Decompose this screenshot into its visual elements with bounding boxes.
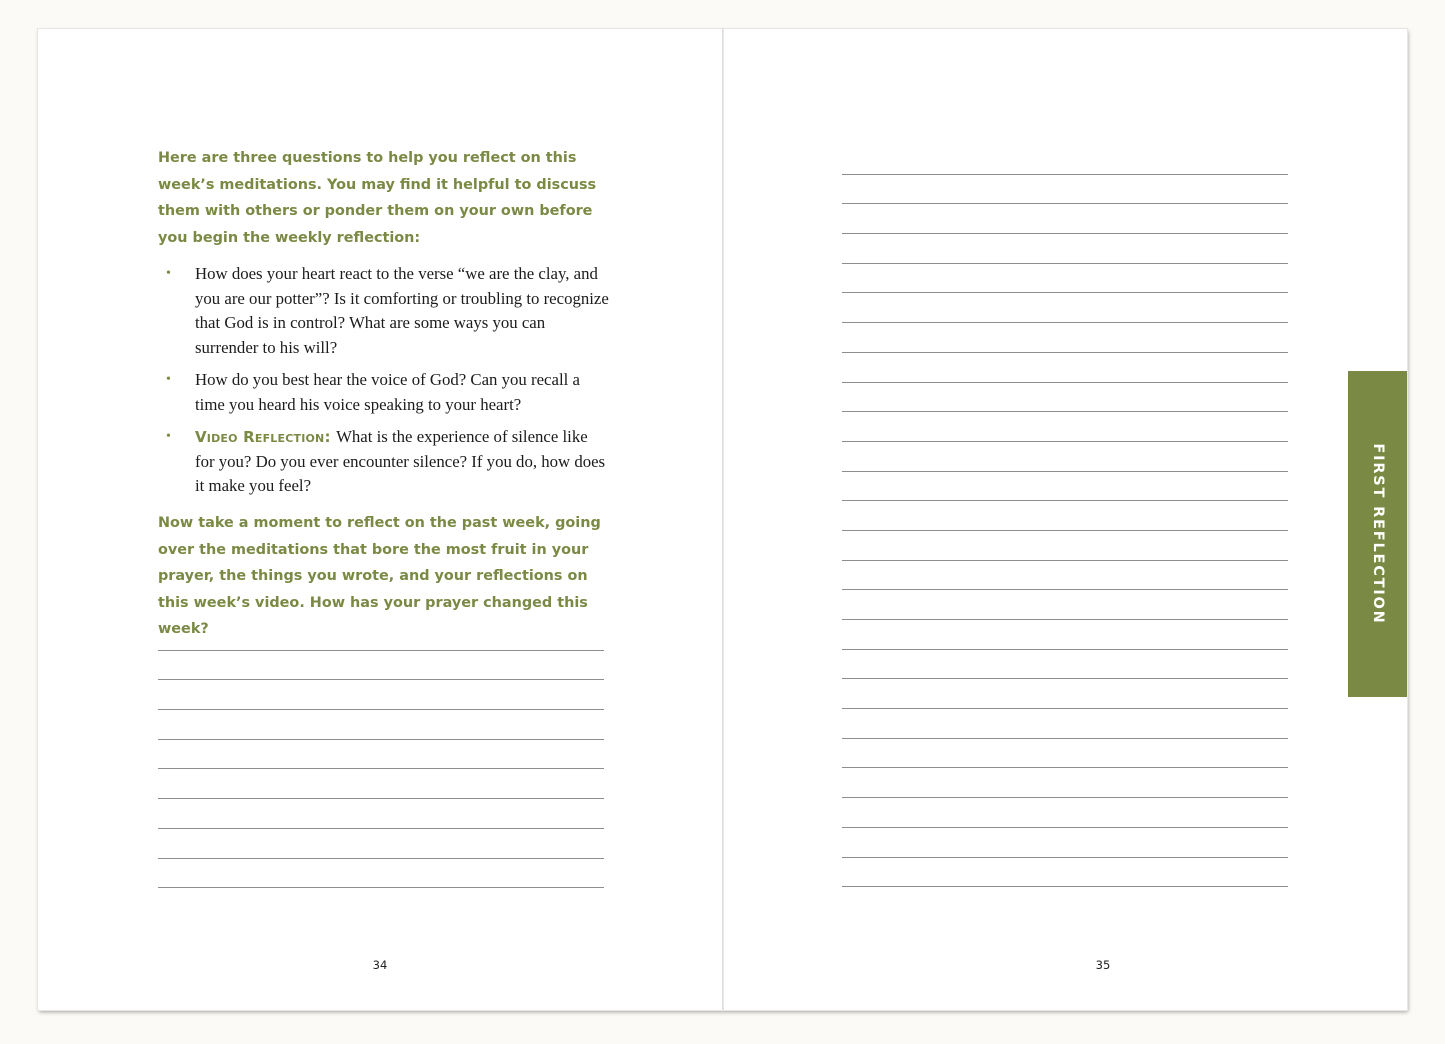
writing-line[interactable] [842, 650, 1288, 680]
question-text: How does your heart react to the verse “we are the clay, and you are our potter”? Is it comforting or troubling to recognize that God is in control? What are some ways you can surrender to his will? [195, 264, 609, 357]
writing-line[interactable] [842, 204, 1288, 234]
section-tab [1348, 371, 1407, 697]
writing-line[interactable] [842, 145, 1288, 175]
writing-line[interactable] [842, 442, 1288, 472]
writing-line[interactable] [842, 739, 1288, 769]
bullet-icon: • [166, 429, 171, 444]
writing-line[interactable] [158, 799, 604, 829]
bullet-icon: • [166, 372, 171, 387]
writing-line[interactable] [158, 710, 604, 740]
writing-line[interactable] [842, 828, 1288, 858]
writing-line[interactable] [842, 234, 1288, 264]
video-reflection-label: Video Reflection: [195, 428, 337, 446]
closing-paragraph: Now take a moment to reflect on the past week, going over the meditations that bore the most fruit in your prayer, the things you wrote, and your reflections on this week’s video. How has your prayer changed this week? [158, 515, 601, 637]
question-text: What is the experience of silence like for you? Do you ever encounter silence? If you do, how does it make you feel? [195, 427, 606, 495]
writing-line[interactable] [842, 561, 1288, 591]
writing-line[interactable] [842, 412, 1288, 442]
writing-line[interactable] [842, 264, 1288, 294]
writing-lines[interactable] [158, 621, 604, 888]
section-tab-label: FIRST REFLECTION [1369, 443, 1386, 625]
writing-line[interactable] [842, 590, 1288, 620]
writing-line[interactable] [842, 768, 1288, 798]
writing-line[interactable] [842, 293, 1288, 323]
writing-line[interactable] [842, 620, 1288, 650]
writing-line[interactable] [842, 323, 1288, 353]
question-text: How do you best hear the voice of God? Can you recall a time you heard his voice speaking to your heart? [195, 370, 580, 414]
reflection-questions [158, 262, 610, 507]
page-number: 34 [372, 958, 388, 972]
intro-paragraph: Here are three questions to help you reflect on this week’s meditations. You may find it helpful to discuss them with others or ponder them on your own before you begin the weekly reflection: [158, 150, 597, 246]
writing-line[interactable] [158, 621, 604, 651]
bullet-icon: • [166, 266, 171, 281]
writing-line[interactable] [842, 679, 1288, 709]
writing-line[interactable] [842, 472, 1288, 502]
writing-line[interactable] [842, 501, 1288, 531]
writing-line[interactable] [842, 531, 1288, 561]
writing-line[interactable] [842, 798, 1288, 828]
writing-line[interactable] [158, 680, 604, 710]
question-item [158, 368, 610, 417]
writing-line[interactable] [158, 859, 604, 889]
writing-line[interactable] [842, 353, 1288, 383]
writing-line[interactable] [158, 740, 604, 770]
writing-line[interactable] [842, 858, 1288, 888]
writing-line[interactable] [842, 175, 1288, 205]
question-item [158, 425, 610, 499]
right-page [724, 29, 1407, 1010]
book-spread [38, 29, 1407, 1010]
left-page [38, 29, 722, 1010]
writing-line[interactable] [158, 829, 604, 859]
writing-line[interactable] [842, 383, 1288, 413]
writing-line[interactable] [842, 709, 1288, 739]
writing-line[interactable] [158, 769, 604, 799]
page-number: 35 [1095, 958, 1111, 972]
writing-line[interactable] [158, 651, 604, 681]
writing-lines[interactable] [842, 145, 1288, 887]
question-item [158, 262, 610, 360]
